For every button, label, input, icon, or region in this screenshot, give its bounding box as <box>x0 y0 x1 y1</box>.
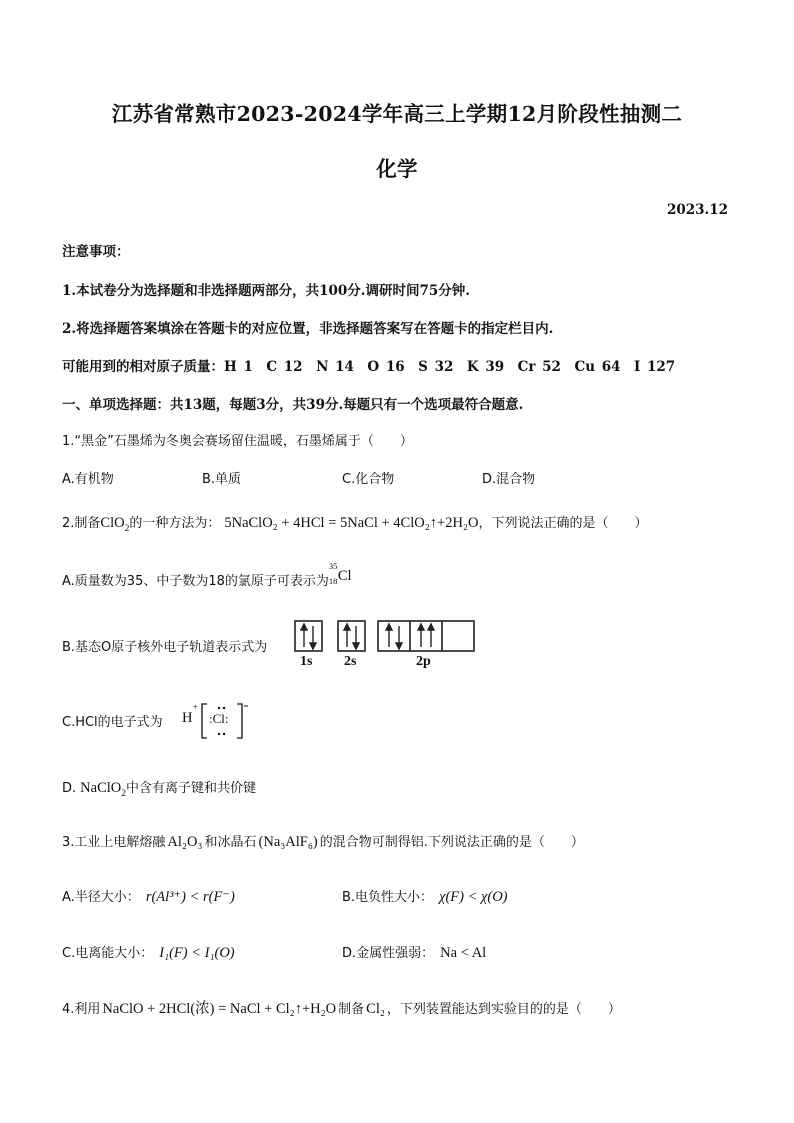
q1-stem: 1.“黑金”石墨烯为冬奥会赛场留住温暖，石墨烯属于（ ） <box>62 434 413 449</box>
q2-option-b: B.基态O原子核外电子轨道表示式为 <box>62 640 268 655</box>
exam-title: 江苏省常熟市2023-2024学年高三上学期12月阶段性抽测二 <box>111 102 683 126</box>
notes-item-2: 2.将选择题答案填涂在答题卡的对应位置，非选择题答案写在答题卡的指定栏目内. <box>62 321 554 337</box>
q3-option-a: A.半径大小： r(Al³⁺) < r(F⁻) <box>62 889 235 905</box>
q3-option-c: C.电离能大小： I₁(F) < I₁(O) <box>62 945 235 961</box>
q2-mid: 的一种方法为： <box>129 516 221 531</box>
q3-option-b: B.电负性大小： χ(F) < χ(O) <box>342 889 508 905</box>
q2-suffix: ，下列说法正确的是（ ） <box>478 516 648 531</box>
orbital-diagram <box>294 620 479 676</box>
hcl-hydrogen: H+ <box>182 703 198 726</box>
hcl-electron-formula <box>182 700 252 744</box>
q1-option-b: B.单质 <box>202 472 242 487</box>
q2-species: ClO$_2$ <box>100 515 130 534</box>
q4-equation: NaClO + 2HCl(浓) = NaCl + Cl₂↑+H₂O <box>102 1001 337 1017</box>
q2-option-c: C.HCl的电子式为 <box>62 715 163 730</box>
q3-cryolite: (Na₃AlF₆) <box>258 834 318 850</box>
notes-item-1: 1.本试卷分为选择题和非选择题两部分，共100分.调研时间75分钟. <box>62 283 470 299</box>
q2-option-a: A.质量数为35、中子数为18的氯原子可表示为 35 18 Cl <box>62 561 352 589</box>
q3-al2o3: Al₂O₃ <box>167 834 203 850</box>
q1-option-a: A.有机物 <box>62 472 114 487</box>
q2-prefix: 2.制备 <box>62 516 101 531</box>
exam-date: 2023.12 <box>666 202 728 218</box>
orbital-label-1s: 1s <box>300 654 313 669</box>
orbital-arrows-svg <box>294 620 479 676</box>
q1-option-d: D.混合物 <box>482 472 536 487</box>
orbital-label-2s: 2s <box>344 654 357 669</box>
notes-heading: 注意事项： <box>62 244 130 260</box>
q2-equation: 5NaClO₂ + 4HCl = 5NaCl + 4ClO₂↑+2H₂O <box>224 515 479 531</box>
q1-option-c: C.化合物 <box>342 472 395 487</box>
q3-option-d: D.金属性强弱： Na < Al <box>342 945 487 961</box>
q4-stem: 4.利用 NaClO + 2HCl(浓) = NaCl + Cl₂↑+H₂O 制备 Cl₂ ，下列装置能达到实验目的的是（ ） <box>62 1001 621 1017</box>
q3-stem: 3.工业上电解熔融 Al₂O₃ 和冰晶石 (Na₃AlF₆) 的混合物可制得铝.下列说法正确的是（ ） <box>62 834 584 850</box>
section-1-heading: 一、单项选择题：共13题，每题3分，共39分.每题只有一个选项最符合题意. <box>62 397 524 413</box>
orbital-label-2p: 2p <box>416 654 431 669</box>
q2-stem <box>62 512 647 532</box>
q2-option-d: D. NaClO$_2$中含有离子键和共价键 <box>62 780 257 799</box>
chlorine-isotope-notation: 35 18 Cl <box>328 561 352 586</box>
exam-subject: 化学 <box>376 157 418 181</box>
hcl-chlorine: :Cl: <box>209 711 229 726</box>
q4-product: Cl₂ <box>366 1001 385 1017</box>
atomic-masses: 可能用到的相对原子质量：H 1 C 12 N 14 O 16 S 32 K 39 Cr 52 Cu 64 I 127 <box>62 359 676 375</box>
